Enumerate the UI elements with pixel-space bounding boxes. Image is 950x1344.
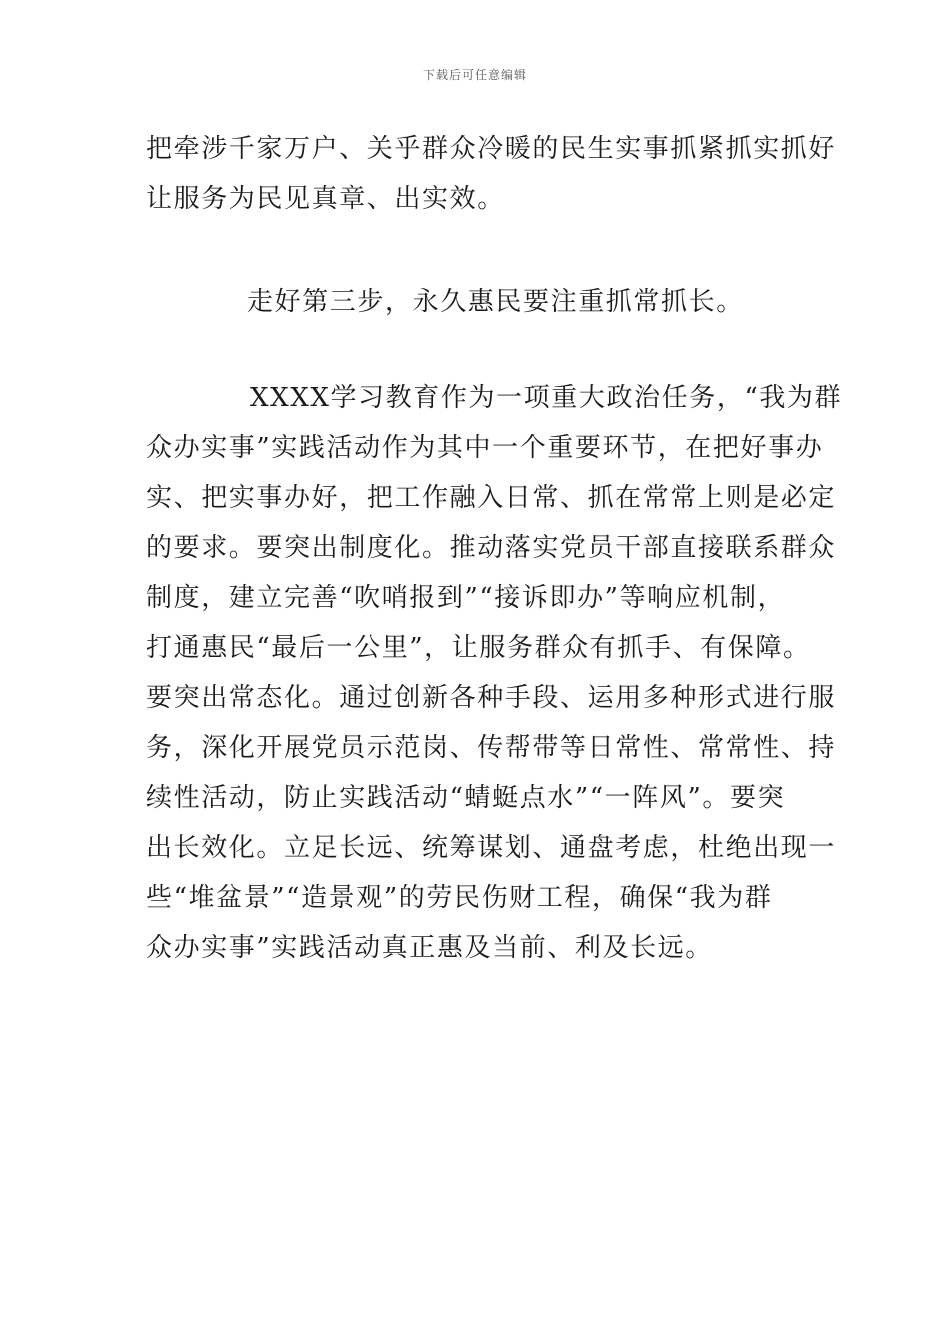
paragraph-line: 实、把实事办好，把工作融入日常、抓在常常上则是必定 <box>146 483 837 513</box>
paragraph-line: 务，深化开展党员示范岗、传帮带等日常性、常常性、持 <box>146 733 837 763</box>
paragraph-line: 众办实事”实践活动作为其中一个重要环节，在把好事办 <box>146 433 824 463</box>
paragraph-2 <box>146 373 842 973</box>
paragraph-line: 众办实事”实践活动真正惠及当前、利及长远。 <box>146 933 713 963</box>
paragraph-line: 打通惠民“最后一公里”，让服务群众有抓手、有保障。 <box>146 633 811 663</box>
paragraph-1 <box>146 124 836 224</box>
paragraph-line: 把牵涉千家万户、关乎群众冷暖的民生实事抓紧抓实抓好 <box>146 134 837 164</box>
paragraph-line: 续性活动，防止实践活动“蜻蜓点水”“一阵风”。要突 <box>146 783 786 813</box>
paragraph-line: 些“堆盆景”“造景观”的劳民伤财工程，确保“我为群 <box>146 883 773 913</box>
paragraph-line: 要突出常态化。通过创新各种手段、运用多种形式进行服 <box>146 683 837 713</box>
paragraph-line: 让服务为民见真章、出实效。 <box>146 184 505 214</box>
paragraph-line: XXXX学习教育作为一项重大政治任务，“我为群 <box>250 383 843 413</box>
paragraph-line: 的要求。要突出制度化。推动落实党员干部直接联系群众 <box>146 533 837 563</box>
page-header: 下载后可任意编辑 <box>422 68 527 82</box>
paragraph-line: 出长效化。立足长远、统筹谋划、通盘考虑，杜绝出现一 <box>146 833 837 863</box>
section-heading: 走好第三步，永久惠民要注重抓常抓长。 <box>247 287 744 317</box>
paragraph-line: 制度，建立完善“吹哨报到”“接诉即办”等响应机制， <box>146 583 786 613</box>
